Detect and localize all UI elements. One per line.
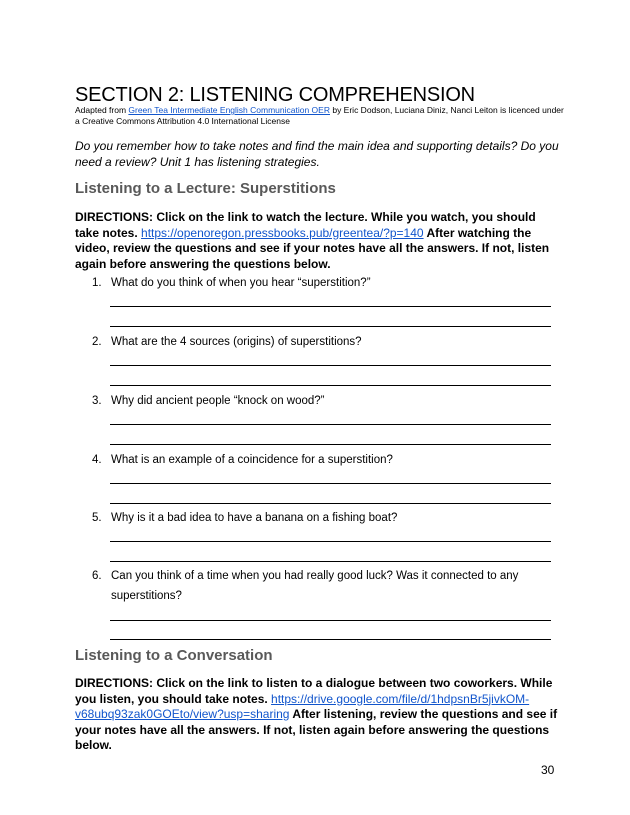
question-text-continued: superstitions? — [111, 590, 182, 602]
attribution-link[interactable]: Green Tea Intermediate English Communication OER — [128, 105, 330, 115]
lecture-heading: Listening to a Lecture: Superstitions — [75, 180, 336, 197]
answer-line-1a[interactable] — [110, 306, 551, 307]
attribution — [75, 105, 565, 126]
question-number: 2. — [92, 336, 102, 348]
attribution-prefix: Adapted from — [75, 105, 129, 115]
question-1 — [92, 273, 552, 293]
question-2 — [92, 332, 552, 352]
lecture-directions-a: DIRECTIONS: Click on the link to watch the lecture. While you watch, you should take notes. — [75, 210, 536, 240]
conversation-directions — [75, 676, 560, 754]
question-number: 3. — [92, 395, 102, 407]
answer-line-5a[interactable] — [110, 541, 551, 542]
conversation-directions-a: DIRECTIONS: Click on the link to listen to a dialogue between two coworkers. While you listen, you should take notes. — [75, 676, 553, 706]
answer-line-5b[interactable] — [110, 561, 551, 562]
question-5 — [92, 508, 552, 528]
question-text: Why did ancient people “knock on wood?” — [111, 395, 325, 407]
question-number: 1. — [92, 277, 102, 289]
lecture-directions-b: After watching the video, review the questions and see if your notes have all the answers. If not, listen again before answering the questions below. — [75, 225, 550, 271]
lecture-directions — [75, 210, 560, 272]
answer-line-4a[interactable] — [110, 483, 551, 484]
conversation-directions-b: After listening, review the questions and see if your notes have all the answers. If not, listen again before answering the questions below. — [75, 707, 558, 752]
answer-line-4b[interactable] — [110, 503, 551, 504]
answer-line-3a[interactable] — [110, 424, 551, 425]
answer-line-6a[interactable] — [110, 620, 551, 621]
answer-line-2a[interactable] — [110, 365, 551, 366]
answer-line-3b[interactable] — [110, 444, 551, 445]
answer-line-2b[interactable] — [110, 385, 551, 386]
question-number: 6. — [92, 570, 102, 582]
question-4 — [92, 450, 552, 470]
attribution-suffix: by Eric Dodson, Luciana Diniz, Nanci Leiton is licenced under a Creative Commons Attribution 4.0 International License — [75, 105, 564, 126]
question-text: Why is it a bad idea to have a banana on a fishing boat? — [111, 512, 398, 524]
question-text: What are the 4 sources (origins) of superstitions? — [111, 336, 362, 348]
intro-text: Do you remember how to take notes and find the main idea and supporting details? Do you need a review? Unit 1 has listening strategies. — [75, 139, 559, 169]
question-text: What is an example of a coincidence for a superstition? — [111, 454, 393, 466]
section-title: SECTION 2: LISTENING COMPREHENSION — [75, 84, 475, 106]
question-6 — [92, 566, 552, 606]
conversation-heading: Listening to a Conversation — [75, 647, 273, 664]
question-3 — [92, 391, 552, 411]
answer-line-1b[interactable] — [110, 326, 551, 327]
lecture-link[interactable]: https://openoregon.pressbooks.pub/greentea/?p=140 — [141, 225, 424, 240]
answer-line-6b[interactable] — [110, 639, 551, 640]
conversation-link[interactable]: https://drive.google.com/file/d/1hdpsnBr5jivkOM-v68ubq93zak0GOEto/view?usp=sharing — [75, 691, 530, 721]
question-number: 5. — [92, 512, 102, 524]
question-number: 4. — [92, 454, 102, 466]
question-text: Can you think of a time when you had really good luck? Was it connected to any — [111, 570, 519, 582]
page-number: 30 — [541, 763, 555, 777]
question-text: What do you think of when you hear “superstition?” — [111, 277, 371, 289]
